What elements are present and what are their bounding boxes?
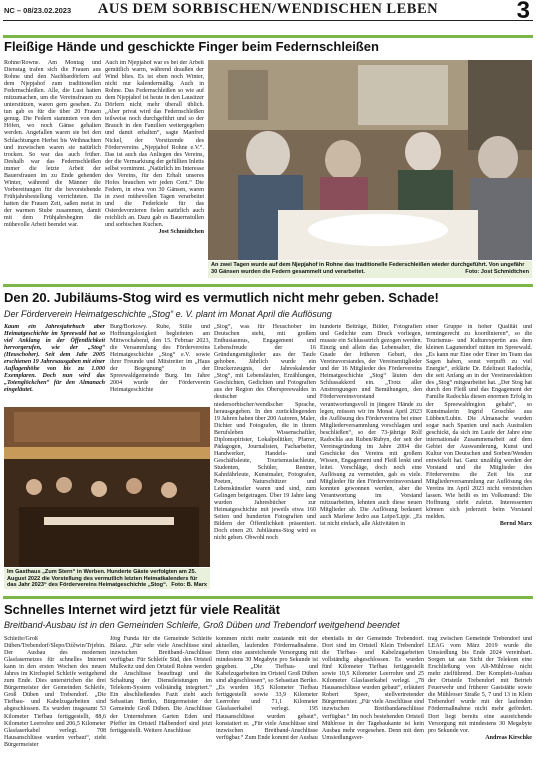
article2-headline: Den 20. Jubiläums-Stog wird es vermutlich nicht mehr geben. Schade! bbox=[4, 290, 439, 305]
article2-caption-text: Im Gasthaus „Zum Stern“ in Werben. Hunderte Gäste verfolgten am 25. August 2022 die Vorstellung des vermutlich letzten Heimatkalenders für das Jahr 2023“ des Fördervereins Heimatgeschichte „Stog“. bbox=[7, 569, 198, 589]
article2-text-4: hunderte Beiträge, Bilder, Fotografien und Gedichte zum Druck vorliegen, musste ein Schlussstrich gezogen werden. Einzig und allein das Lebensalter, die Gnade der früheren Geburt, des Vereinsvorstandes, der Vereinsmitglieder und der 16 Mitglieder des Fördervereins Heimatgeschichte „Stog“ läuten den Schlussakkord ein. „Trotz aller Anstrengungen und Bemühungen, den Fördervereinsvorstand verantwortungsvoll in jüngere Hände zu legen, müssen wir im Monat April 2023 die Auflösung des Fördervereins bei einer Mitgliederversammlung vorschlagen und beschließen“, so der 73-jährige Rolf Radochla aus Ruben/Rubyn, der seit der Vereinsgründung im Jahre 2004 die Geschicke des Vereins mit großem Wissen, Engagement und Fleiß lenkt und leitet. Vorschläge, doch noch eine Auflösung zu vermeiden, gab es viele. Mitglieder für den Fördervereinsvorstand konnten gewonnen werden, aber die Verantwortung im Vorstand mitzuarbeiten, lehnten auch diese neuen Mitglieder ab. Die Auflösung bedauert auch Marlene Jedro aus Leipe/Lipje. „Es ist nicht einfach, alle Aktivitäten in bbox=[320, 324, 422, 528]
article3-text-1: Schleife/Groß Düben/Trebendorf/Slepo/Dźěwin/Trjebin. Der Ausbau des modernen Glasfasernetzes für schnelles Internet kann in den ersten Wochen des neuen Jahres im Kirchspiel Schleife weitgehend zum Ende. Dies unterstrichen die drei Bürgermeister der Gemeinden Schleife, Groß Düben und Trebendorf. „Die Tiefbau- und Kabelzugarbeiten sind abgeschlossen. Es wurden insgesamt 53 Kilometer Tiefbau fertiggestellt, 88,6 Kilometer Leerrohre und 206,5 Kilometer Glasfaserkabel verlegt. 708 Hausanschlüsse wurden verbaut“, zieht Bürgermeister bbox=[4, 636, 106, 748]
article3-byline: Andreas Kirschke bbox=[485, 734, 532, 741]
section-title: AUS DEM SORBISCHEN/WENDISCHEN LEBEN bbox=[97, 1, 439, 17]
article2-top-rule bbox=[3, 284, 533, 287]
feather-plucking-photo bbox=[208, 60, 532, 260]
article3-text-3: kommen nicht mehr zustande mit der aktuellen, laufenden Fördermaßnahme. Denn eine ausreichende Versorgung mit mindestens 30 Megabyte pro Sekunde ist gegeben. „Die Tiefbau- und Kabelzugarbeiten im Ortsteil Groß Düben sind abgeschlossen“, so Sebastian Bertko. „Es wurden 18,5 Kilometer Tiefbau fertiggestellt sowie 33,9 Kilometer Leerrohre und 71,1 Kilometer Glasfaserkabel verlegt. 195 Hausanschlüsse wurden gebaut“, konstatiert er. „Für viele Anschlüsse sind inzwischen Breitband-Anschlüsse verfügbar.“ Zum Ende kommt der Ausbau bbox=[216, 636, 318, 741]
article1-column-1 bbox=[4, 60, 101, 278]
article3-text-4: ebenfalls in der Gemeinde Trebendorf. Dort sind im Ortsteil Klein Trebendorf die Tiefbau- und Kabelzugarbeiten vollständig abgeschlossen. Es wurden fünf Kilometer Tiefbau fertiggestellt sowie 10,5 Kilometer Leerrohre und 25 Kilometer Glasfaserkabel verlegt. „78 Hausanschlüsse wurden gebaut“, erläutert Robert Speer, stellvertretender Bürgermeister. „Für viele Anschlüsse sind inzwischen Breitbandanschlüsse verfügbar.“ Im noch bestehenden Ortsteil Mühlrose in der Tagebaukante ist kein Ausbau mehr vorgesehen. Denn mit dem Umsiedlungsver- bbox=[322, 636, 424, 741]
article2-lead bbox=[4, 324, 105, 404]
article1-text-2: Auch im Njepjahof war es bei der Arbeit gemütlich warm, während draußen der Wind blies. Es ist eben noch Winter, nicht nur kalendermäßig. Auch in Rohne. Das Federnschleißen so wie auf dem Njepjahof ist heute in den Lausitzer Dörfern nicht mehr überall üblich. „Aber privat wird das Federnschleißen teilweise noch durchgeführt und so der Brauch in den Familien weitergegeben und damit erhalten“, sagte Manfred Nickel, der Vorsitzende des Fördervereins „Njepjahof Rohne e.V.“. Das ist auch das Anliegen des Vereins, der die Vermarktung der gefüllten Inletts selbst vornimmt. „Natürlich im Interesse des Vereins, für den Erhalt unseres Hofes brauchen wir jeden Cent.“ Die Federn, in etwa von 30 Gänsen, waren in zwei mühevollen Tagen verarbeitet und die Federkiele für das Osterdevorzieren fielen natürlich auch reichlich an. Dazu gab es Bauernstullen und sorbischen Kuchen. bbox=[105, 60, 204, 229]
article1-caption-text: An zwei Tagen wurde auf dem Njepjahof in Rohne das traditionelle Federschleißen wieder durchgeführt. Von ungefähr 30 Gänsen wurden die Federn gesammelt und verarbeitet. bbox=[211, 262, 525, 275]
article3-column-4 bbox=[322, 636, 424, 782]
article1-column-2 bbox=[105, 60, 204, 278]
header-rule bbox=[3, 20, 533, 21]
article3-headline: Schnelles Internet wird jetzt für viele Realität bbox=[4, 602, 280, 617]
article2-column-4 bbox=[320, 324, 422, 589]
article3-column-1 bbox=[4, 636, 106, 782]
article1-headline: Fleißige Hände und geschickte Finger beim Federnschleißen bbox=[4, 39, 379, 54]
article1-text-1: Rohne/Rowne. Am Montag und Dienstag trafen sich die Frauen aus Rohne und den Nachbardörfern auf dem Njepjahof zum traditionellen Federnschleißen. Alle, die Lust hatten mitzumachen, um die Vereinsfrauen zu unterstützen, waren gern gesehen. Zu tun gab es für die über 20 Frauen genug. Die Federn stammten von den Höfen, wo noch Gänse gehalten werden. Angefallen waren sie bei den Schlachtungen Herbst bis Weihnachten und inzwischen waren sie natürlich trocken. So war das auch früher. Deshalb war das Federnschleißen immer die letzte Arbeit der Bauersfrauen im zu Ende gehenden Winter, während die Männer die Vorbereitungen für die bevorstehende Frühjahrsbestellung verrichteten. Da hatten die Frauen Zeit, saßen meist in der warmen Stube zusammen, damit mit dem Frühjahrsbeginn die mühevolle Arbeit beendet war. bbox=[4, 60, 101, 229]
article2-lead-text: Kaum ein Jahresjahrbuch aber Heimatgeschichte im Spreewald hat so viel Anklang in der Öffentlichkeit hervorgerufen, wie der „Stog“ (Heuschober). Seit dem Jahr 2005 erschienen 19 Jahresausgaben mit einer Auflagenhöhe von bis zu 1.000 Exemplaren. Doch nun wird das „Totenglöckchen“ für den Almanach eingeläutet. bbox=[4, 324, 105, 394]
article1-byline: Jost Schmidtchen bbox=[158, 229, 204, 236]
article2-column-3 bbox=[214, 324, 316, 589]
issue-label: NC – 08/23.02.2023 bbox=[4, 6, 72, 15]
article3-column-3 bbox=[216, 636, 318, 782]
article3-column-2 bbox=[110, 636, 212, 782]
article2-caption bbox=[4, 568, 210, 589]
article1-photo-credit: Foto: Jost Schmidtchen bbox=[465, 268, 529, 275]
article2-column-2 bbox=[110, 324, 210, 404]
gasthaus-event-photo bbox=[4, 407, 210, 567]
article3-text-5: trag zwischen Gemeinde Trebendorf und LEAG vom März 2019 wurde die Umsiedlung bis Ende 2024 vereinbart. Sorgen tat aus Sicht der Telekom eine Erschließung von Alt-Mühlrose nicht mehr zielführend. Der Komplett-Ausbau der Ortsteile Trebendorf mit Betrieb Feuerwehr und früherer Gaststätte sowie die Mühlroser Straße 5, 7 und 13 in Klein Trebendorf wurde mit der laufenden Fördermaßnahme nicht mehr gefördert. Dort liegt bereits eine ausreichende Versorgung mit mindestens 30 Megabyte pro Sekunde vor. bbox=[428, 636, 532, 734]
article2-subheadline: Der Förderverein Heimatgeschichte „Stog“ e. V. plant im Monat April die Auflösung bbox=[4, 309, 332, 319]
article1-caption bbox=[208, 261, 532, 278]
article3-column-5 bbox=[428, 636, 532, 782]
masthead bbox=[0, 0, 536, 22]
article1-top-rule bbox=[3, 35, 533, 38]
article2-text-5: einer Gruppe in hoher Qualität und termingerecht zu koordinieren“, so die Tourismus- und Kulturexpertin aus dem kleinen Lagunendorf mitten im Spreewald. „Es kann nur Eine oder Einer im Team das Sagen haben, sonst verpufft zu viel Energie“, erklärte Dr. Edeltraut Radochla, die seit Anfang an in der Vereinsredaktion des „Stog“ mitgearbeitet hat. „Der Stog hat durch den Fleiß und das Engagement der Familie Radochla diesen enormen Erfolg in der Spreewaldregion gehabt“, so Kunstmalerin Ingrid Groschke aus Lübben/Lubin. Die Almanache wurden sogar nach Spanien und nach Australien geschickt, da sich im Laufe der Jahre eine internationale Zusammenarbeit auf dem Gebiet der Auswanderung, Kunst und Kultur von Deutschen und Sorben/Wenden entwickelt hat. Ganz unzählig werden der Vorstand und die Mitglieder des Fördervereins die Zeit bis zur Mitgliederversammlung zur Auflösung des Vereins im April 2023 nicht verstreichen lassen. Wie heißt es im Volksmund: Die Hoffnung stirbt zuletzt. Interessenten können sich jederzeit beim Vorstand melden. bbox=[426, 324, 532, 521]
article3-text-2: Jörg Funda für die Gemeinde Schleife Bilanz. „Für sehr viele Anschlüsse sind inzwischen Breitband-Anschlüsse verfügbar. Für Schleife Süd, den Ortsteil Mulkwitz und den Ortsteil Rohne werden die Anschlüsse beauftragt und die Schaltung der Dienstleistungen im Telekom-System vollständig integriert.“ Ein abschließendes Fazit zieht auch Sebastian Bertko, Bürgermeister der Gemeinde Groß Düben. Die Anschlüsse der Unternehmen Garten Eden und Pfeffer im Ortsteil Halbendorf sind jetzt fertiggestellt. Weitere Anschlüsse bbox=[110, 636, 212, 734]
article3-top-rule bbox=[3, 596, 533, 599]
article2-text-3: „Stog“, was für Heuschober im Deutschen steht, mit großem Enthusiasmus, Engagement und Lebensfreude der 16 Gründungsmitglieder aus der Taufe gehoben. Jährlich wurde ein Druckerzeugnis, der Jahreskalender „Stog“, mit Lebensläufen, Erzählungen, Geschichten, Gedichten und Fotografien aus der Region des Oberspreewaldes in deutscher und niedersorbischer/wendischer Sprache, herausgegeben. In den zurückliegenden 19 Jahren haben über 200 Autoren, Maler, Dichter und Fotografen, die in ihrem Berufsleben Wissenschaftler, Diplomspirister, Lokalpolitiker, Pfarrer, Pädagogen, Journalisten, Facharbeiter, Handwerker, Handels- und Geschäftsleute, Tourismusfachleute, Studenten, Schüler, Rentner, Kahnfährleute, Kunstmaler, Fotografen, Poeten, Naturschützer und Lebenskünstler waren und sind, zum Gelingen beigetragen. Über 19 Jahre lang wurden Jahresbücher zur Heimatgeschichte mit jeweils etwa 160 Seiten und hunderten Fotografien und Bildern der Öffentlichkeit präsentiert. Doch einen 20. Jubiläums-Stog wird es nicht geben. Obwohl noch bbox=[214, 324, 316, 542]
article3-subheadline: Breitband-Ausbau ist in den Gemeinden Schleife, Groß Düben und Trebendorf weitgehend beendet bbox=[4, 620, 400, 630]
page-number: 3 bbox=[516, 0, 530, 24]
article1-photo bbox=[208, 60, 532, 260]
article2-column-5 bbox=[426, 324, 532, 589]
article2-text-2: Burg/Borkowy. Ruhe, Stille und Hoffnungslosigkeit begleiteten am Mittwochabend, den 15. Februar 2023, die Versammlung des Fördervereins Heimatgeschichte „Stog“ e.V. sowie ihrer Freunde und Mitstreiter im „Haus der Begegnung“ in der Spreewaldgemeinde Burg. Im Jahre 2004 wurde der Förderverein Heimatgeschichte bbox=[110, 324, 210, 394]
article2-photo bbox=[4, 407, 210, 567]
article2-photo-credit: Foto: B. Marx bbox=[171, 582, 207, 589]
article2-byline: Bernd Marx bbox=[499, 521, 532, 528]
